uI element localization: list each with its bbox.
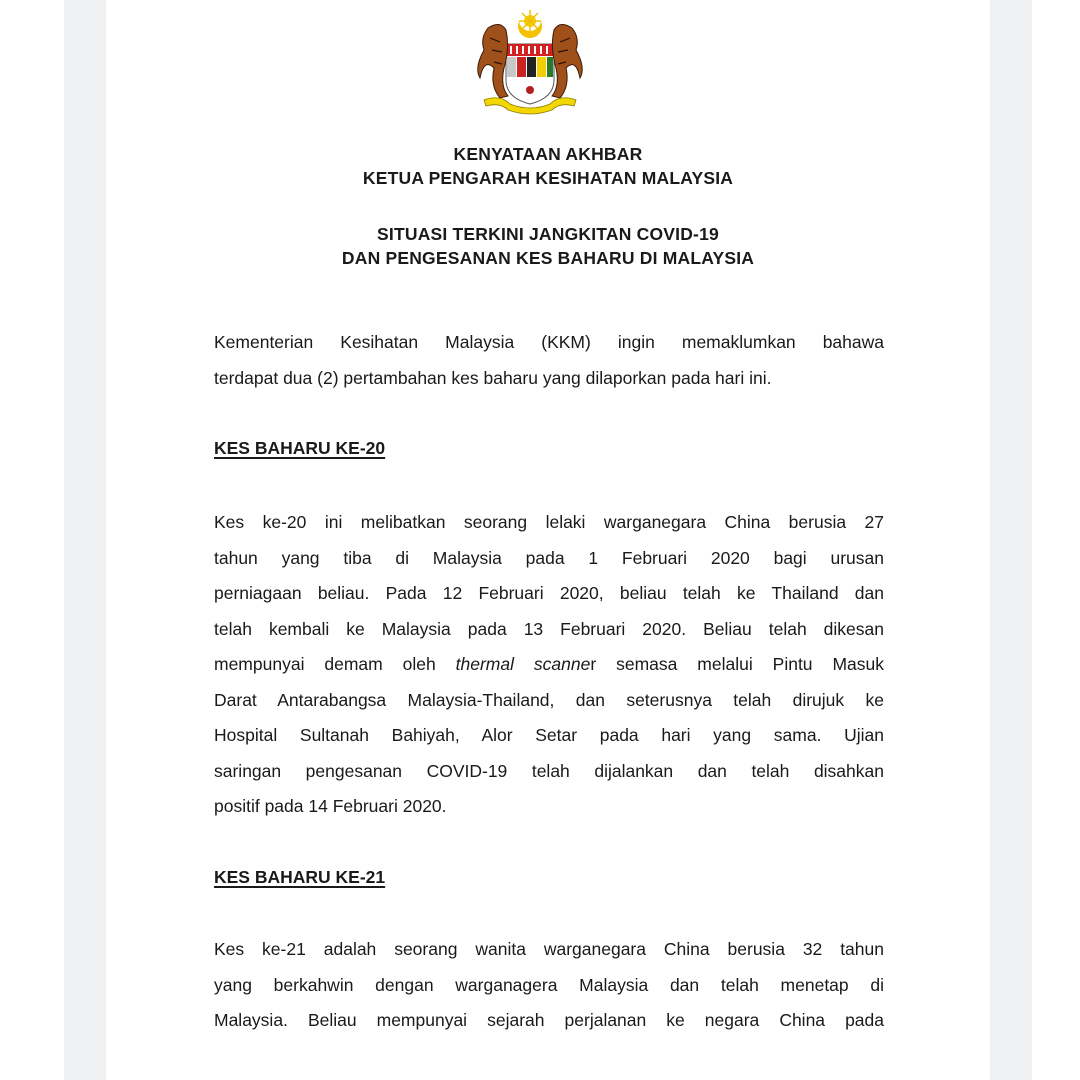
- section-heading-case-21: KES BAHARU KE-21: [214, 867, 386, 887]
- coat-of-arms-icon: [470, 8, 590, 116]
- italic-term: thermal scanne: [455, 654, 591, 674]
- case-20-paragraph: [214, 505, 884, 825]
- paragraph-line: yang berkahwin dengan warganagera Malaysia dan telah menetap di: [214, 974, 884, 995]
- paragraph-line: Kementerian Kesihatan Malaysia (KKM) ingin memaklumkan bahawa: [214, 332, 884, 352]
- left-gray-margin: [64, 0, 106, 1080]
- paragraph-line: telah kembali ke Malaysia pada 13 Februari 2020. Beliau telah dikesan: [214, 618, 884, 639]
- subtitle-line: DAN PENGESANAN KES BAHARU DI MALAYSIA: [341, 248, 755, 268]
- line-text: r semasa melalui Pintu Masuk: [590, 654, 884, 674]
- press-statement-subtitle: [106, 222, 990, 270]
- paragraph-line: Hospital Sultanah Bahiyah, Alor Setar pada hari yang sama. Ujian: [214, 725, 884, 745]
- title-line: KENYATAAN AKHBAR: [453, 144, 643, 164]
- section-heading-case-20: KES BAHARU KE-20: [214, 438, 386, 458]
- title-line: KETUA PENGARAH KESIHATAN MALAYSIA: [362, 168, 734, 188]
- press-statement-title: [106, 142, 990, 190]
- paragraph-line: Kes ke-21 adalah seorang wanita warganegara China berusia 32 tahun: [214, 939, 884, 959]
- paragraph-line: Malaysia. Beliau mempunyai sejarah perjalanan ke negara China pada: [214, 1010, 884, 1030]
- paragraph-line: tahun yang tiba di Malaysia pada 1 Februari 2020 bagi urusan: [214, 547, 884, 568]
- line-text: mempunyai demam oleh: [214, 654, 456, 674]
- paragraph-line: saringan pengesanan COVID-19 telah dijalankan dan telah disahkan: [214, 760, 884, 781]
- paragraph-line: [214, 647, 884, 683]
- case-21-paragraph: [214, 932, 884, 1039]
- paragraph-line: Darat Antarabangsa Malaysia-Thailand, dan seterusnya telah dirujuk ke: [214, 689, 884, 710]
- paragraph-line: Kes ke-20 ini melibatkan seorang lelaki warganegara China berusia 27: [214, 512, 884, 532]
- paragraph-line: perniagaan beliau. Pada 12 Februari 2020, beliau telah ke Thailand dan: [214, 583, 884, 603]
- intro-paragraph: [214, 325, 884, 396]
- right-gray-margin: [990, 0, 1032, 1080]
- paragraph-line: positif pada 14 Februari 2020.: [214, 796, 447, 816]
- subtitle-line: SITUASI TERKINI JANGKITAN COVID-19: [377, 224, 719, 244]
- paragraph-line: terdapat dua (2) pertambahan kes baharu yang dilaporkan pada hari ini.: [214, 367, 772, 388]
